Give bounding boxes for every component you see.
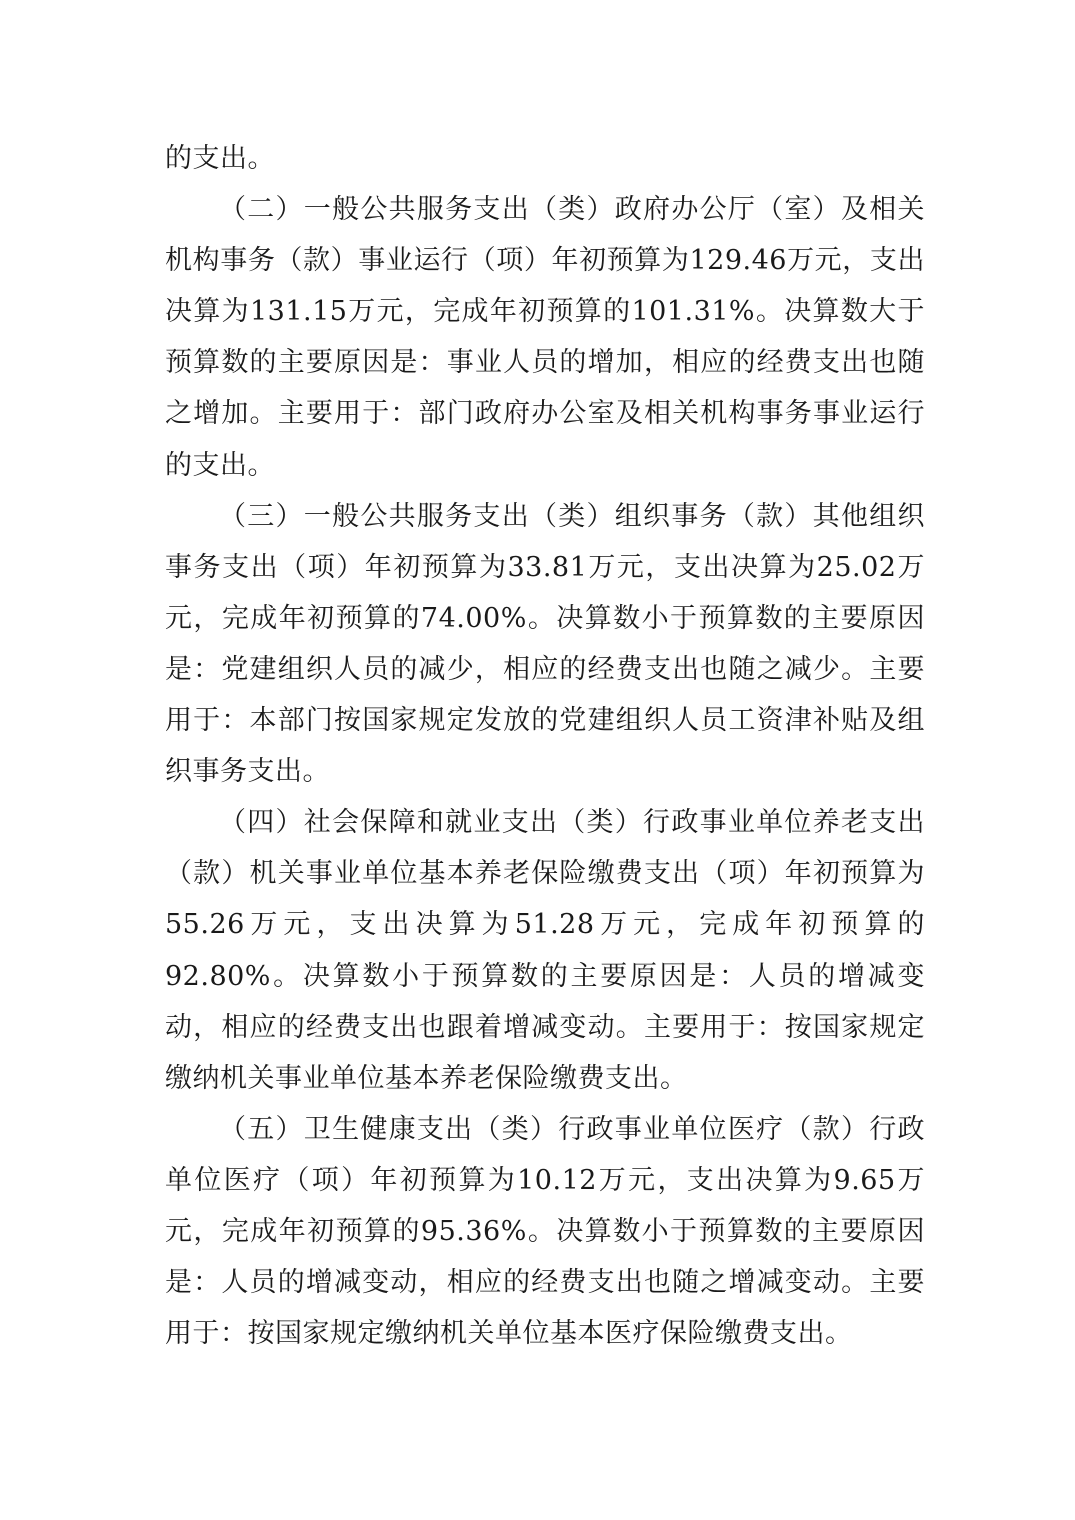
paragraph-item-2: （二）一般公共服务支出（类）政府办公厅（室）及相关机构事务（款）事业运行（项）年初预算为129.46万元，支出决算为131.15万元，完成年初预算的101.31%。决算数大于预算数的主要原因是：事业人员的增加，相应的经费支出也随之增加。主要用于：部门政府办公室及相关机构事务事业运行的支出。 <box>165 194 925 481</box>
paragraph-item-5: （五）卫生健康支出（类）行政事业单位医疗（款）行政单位医疗（项）年初预算为10.12万元，支出决算为9.65万元，完成年初预算的95.36%。决算数小于预算数的主要原因是：人员的增减变动，相应的经费支出也随之增减变动。主要用于：按国家规定缴纳机关单位基本医疗保险缴费支出。 <box>165 1113 925 1350</box>
document-body <box>165 133 925 1359</box>
paragraph-continuation: 的支出。 <box>165 143 275 174</box>
paragraph-item-3: （三）一般公共服务支出（类）组织事务（款）其他组织事务支出（项）年初预算为33.81万元，支出决算为25.02万元，完成年初预算的74.00%。决算数小于预算数的主要原因是：党建组织人员的减少，相应的经费支出也随之减少。主要用于：本部门按国家规定发放的党建组织人员工资津补贴及组织事务支出。 <box>165 500 925 788</box>
paragraph-item-4: （四）社会保障和就业支出（类）行政事业单位养老支出（款）机关事业单位基本养老保险缴费支出（项）年初预算为55.26万元，支出决算为51.28万元，完成年初预算的92.80%。决算数小于预算数的主要原因是：人员的增减变动，相应的经费支出也跟着增减变动。主要用于：按国家规定缴纳机关事业单位基本养老保险缴费支出。 <box>165 807 925 1094</box>
